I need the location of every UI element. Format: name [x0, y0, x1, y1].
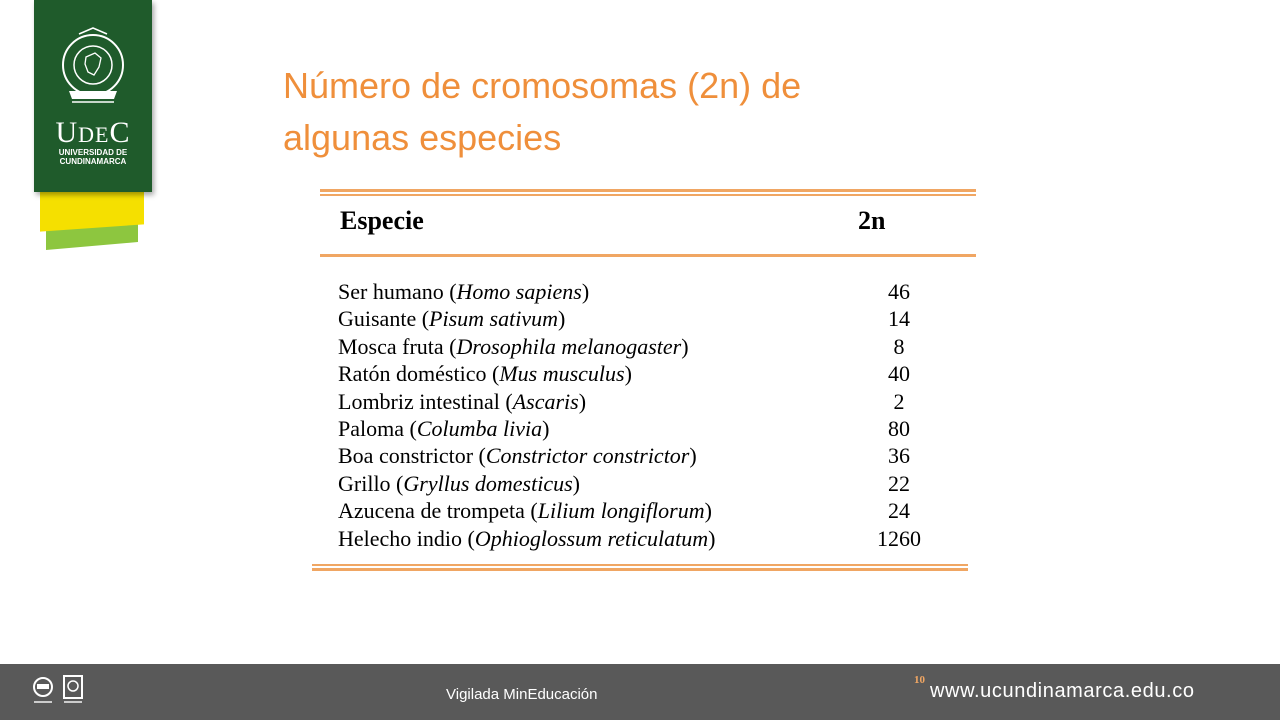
species-common-name: Azucena de trompeta ( [338, 498, 538, 524]
species-scientific-name: Ascaris [512, 388, 579, 414]
table-row [338, 442, 938, 469]
species-name [338, 278, 589, 305]
table-row [338, 278, 938, 305]
species-name [338, 525, 715, 552]
table-row [338, 305, 938, 332]
brand-subtitle [34, 148, 152, 166]
species-close-paren: ) [624, 361, 632, 387]
iqnet-certification-icon [32, 674, 54, 708]
table-rule-top [320, 189, 976, 192]
brand-subtitle-line1: UNIVERSIDAD DE [58, 148, 128, 157]
chromosome-count: 2 [893, 388, 905, 414]
website-link[interactable]: www.ucundinamarca.edu.co [930, 680, 1195, 702]
species-scientific-name: Mus musculus [499, 361, 625, 387]
chromosome-count: 80 [888, 415, 910, 441]
species-close-paren: ) [681, 333, 689, 359]
species-scientific-name: Homo sapiens [456, 279, 582, 304]
table-body [338, 278, 938, 552]
species-close-paren: ) [708, 525, 716, 551]
table-row [338, 525, 938, 552]
species-scientific-name: Gryllus domesticus [403, 470, 573, 496]
species-name [338, 470, 580, 497]
species-scientific-name: Lilium longiflorum [537, 498, 705, 524]
table-rule-bottom-inner [312, 564, 968, 566]
species-name [338, 360, 632, 387]
species-close-paren: ) [542, 415, 550, 441]
species-common-name: Boa constrictor ( [338, 443, 486, 469]
species-close-paren: ) [572, 470, 580, 496]
page-number: 10 [914, 674, 925, 686]
species-common-name: Ratón doméstico ( [338, 361, 500, 387]
table-row [338, 415, 938, 442]
university-logo [34, 0, 152, 192]
species-common-name: Lombriz intestinal ( [338, 388, 513, 414]
header-species: Especie [340, 206, 424, 235]
table-rule-header [320, 254, 976, 257]
species-scientific-name: Constrictor constrictor [485, 443, 690, 469]
species-scientific-name: Pisum sativum [429, 306, 558, 332]
species-common-name: Mosca fruta ( [338, 333, 457, 359]
table-row [338, 470, 938, 497]
table-row [338, 497, 938, 524]
chromosome-count: 1260 [877, 525, 921, 551]
species-common-name: Guisante ( [338, 306, 430, 332]
species-close-paren: ) [704, 498, 712, 524]
species-scientific-name: Drosophila melanogaster [456, 333, 682, 359]
species-common-name: Paloma ( [338, 415, 417, 441]
species-common-name: Grillo ( [338, 470, 404, 496]
table-rule-bottom [312, 568, 968, 571]
chromosome-count: 8 [893, 333, 905, 359]
footer-vigilada: Vigilada MinEducación [446, 686, 598, 703]
species-close-paren: ) [581, 279, 590, 304]
table-row [338, 333, 938, 360]
species-close-paren: ) [689, 443, 697, 469]
table-rule-top-inner [320, 194, 976, 196]
university-seal-icon [59, 25, 127, 111]
footer-bar [0, 664, 1280, 720]
chromosome-table [312, 186, 976, 574]
icontec-certification-icon [62, 674, 84, 708]
species-name [338, 388, 586, 415]
species-name [338, 305, 565, 332]
species-common-name: Ser humano ( [338, 279, 457, 304]
header-2n: 2n [858, 206, 886, 235]
table-row [338, 388, 938, 415]
species-scientific-name: Ophioglossum reticulatum [474, 525, 709, 551]
species-name [338, 442, 697, 469]
species-close-paren: ) [557, 306, 566, 332]
species-name [338, 497, 712, 524]
table-row [338, 360, 938, 387]
species-common-name: Helecho indio ( [338, 525, 475, 551]
chromosome-count: 46 [888, 279, 910, 304]
chromosome-count: 22 [888, 470, 910, 496]
chromosome-count: 40 [888, 361, 910, 387]
chromosome-count: 14 [888, 306, 910, 332]
species-scientific-name: Columba livia [416, 415, 543, 441]
species-name [338, 333, 689, 360]
chromosome-count: 36 [888, 443, 910, 469]
chromosome-count: 24 [888, 498, 910, 524]
slide-title: Número de cromosomas (2n) de algunas especies [283, 65, 802, 158]
brand-subtitle-line2: CUNDINAMARCA [59, 157, 127, 166]
species-close-paren: ) [578, 388, 587, 414]
brand-wordmark: UDEC [55, 116, 131, 149]
species-name [338, 415, 549, 442]
